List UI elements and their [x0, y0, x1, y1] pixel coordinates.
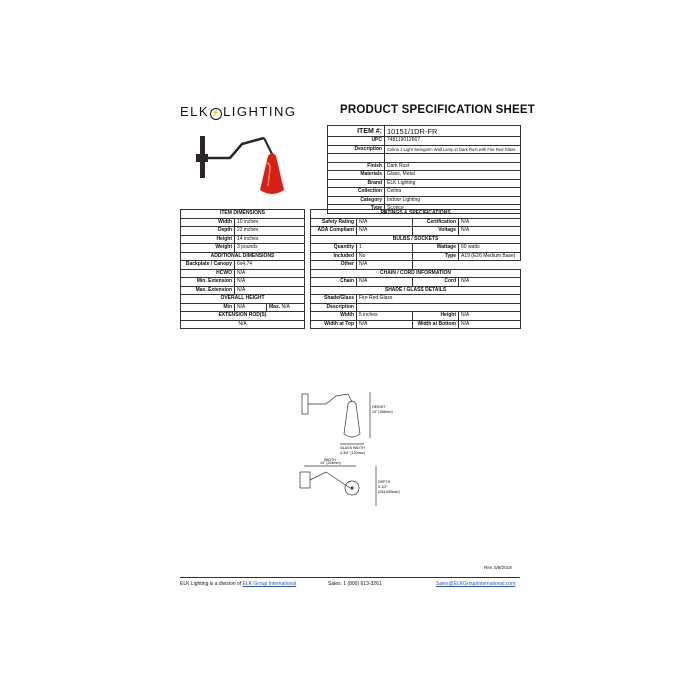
finish-value: Dark Rust — [385, 162, 521, 171]
item-number-value: 10151/1DR-FR — [385, 126, 521, 137]
min-extension-label: Min. Extension — [181, 278, 235, 287]
width-top-label: Width at Top — [311, 320, 357, 329]
swing-arm — [205, 138, 264, 158]
upc-value: 748119012667 — [385, 137, 521, 146]
width-bottom-value: N/A — [459, 320, 521, 329]
specifications-table — [310, 209, 521, 329]
item-number-label: ITEM #: — [328, 126, 385, 137]
other-value: N/A — [357, 261, 413, 270]
height-value: 14 inches — [235, 235, 305, 244]
shade-height-label: Height — [413, 312, 459, 321]
additional-dimensions-heading: ADDITIONAL DIMENSIONS — [181, 252, 305, 261]
wattage-value: 60 watts — [459, 244, 521, 253]
max-extension-value: N/A — [235, 286, 305, 295]
materials-value: Glass, Metal — [385, 171, 521, 180]
depth-label: Depth — [181, 227, 235, 236]
description-label: Description — [328, 145, 385, 154]
included-value: No — [357, 252, 413, 261]
arm-stem — [264, 138, 272, 154]
overall-min-value: N/A — [235, 303, 267, 312]
chain-heading: CHAIN / CORD INFORMATION — [311, 269, 521, 278]
description-value: Celina 1-Light Swingarm Wall Lamp in Dark Rust with Fire Red Glass — [385, 145, 521, 154]
width-label: Width — [181, 218, 235, 227]
width-value: 10 inches — [235, 218, 305, 227]
brand-value: ELK Lighting — [385, 179, 521, 188]
front-shade — [344, 401, 360, 437]
overall-max-cell — [267, 303, 305, 312]
materials-label: Materials — [328, 171, 385, 180]
overall-max-label: Max. — [269, 303, 281, 310]
weight-label: Weight — [181, 244, 235, 253]
item-dimensions-heading: ITEM DIMENSIONS — [181, 210, 305, 219]
front-backplate — [302, 394, 308, 414]
spacer-cell — [328, 154, 385, 163]
shade-width-label: Width — [311, 312, 357, 321]
empty-cell — [413, 261, 521, 270]
shade-description-value — [357, 303, 521, 312]
max-extension-label: Max. Extension — [181, 286, 235, 295]
hcwo-value: N/A — [235, 269, 305, 278]
voltage-label: Voltage — [413, 227, 459, 236]
top-arm — [310, 472, 350, 488]
depth-range: (254-559mm) — [378, 490, 400, 494]
certification-value: N/A — [459, 218, 521, 227]
upc-label: UPC — [328, 137, 385, 146]
overall-height-heading: OVERALL HEIGHT — [181, 295, 305, 304]
item-dimensions-table — [180, 209, 305, 329]
division-prefix: ELK Lighting is a division of — [180, 581, 242, 587]
shade-height-value: N/A — [459, 312, 521, 321]
safety-rating-label: Safety Rating — [311, 218, 357, 227]
sales-phone: Sales: 1 (800) 613-3261 — [328, 581, 382, 587]
height-label: Height — [181, 235, 235, 244]
voltage-value: N/A — [459, 227, 521, 236]
brand-label: Brand — [328, 179, 385, 188]
ada-value: N/A — [357, 227, 413, 236]
brand-logo — [180, 104, 296, 120]
backplate-value: 6x4.74 — [235, 261, 305, 270]
cord-label: Cord — [413, 278, 459, 287]
safety-rating-value: N/A — [357, 218, 413, 227]
shade-glass-value: Fire Red Glass — [357, 295, 521, 304]
shade-glass-label: Shade/Glass — [311, 295, 357, 304]
extension-rods-heading: EXTENSION ROD(S) — [181, 312, 305, 321]
bulb-type-value: A19 (E26 Medium Base) — [459, 252, 521, 261]
other-label: Other — [311, 261, 357, 270]
hcwo-label: HCWO — [181, 269, 235, 278]
shade-description-label: Description — [311, 303, 357, 312]
red-glass-shade — [260, 153, 284, 194]
category-label: Category — [328, 196, 385, 205]
brand-left: ELK — [180, 104, 210, 119]
top-socket — [351, 487, 354, 490]
category-value: Indoor Lighting — [385, 196, 521, 205]
chain-label: Chain — [311, 278, 357, 287]
cord-value: N/A — [459, 278, 521, 287]
width-top-value: N/A — [357, 320, 413, 329]
width-value: 10" (254mm) — [320, 461, 341, 465]
ratings-heading: RATINGS & SPECIFICATIONS — [311, 210, 521, 219]
top-backplate — [300, 472, 310, 488]
collection-label: Collection — [328, 188, 385, 197]
division-text — [180, 581, 296, 587]
revision-date: Rev. 5/9/2019 — [484, 565, 512, 570]
included-label: Included — [311, 252, 357, 261]
bolt-icon: ⚡ — [210, 108, 222, 120]
product-photo — [180, 124, 320, 206]
front-arm — [308, 394, 348, 404]
shade-heading: SHADE / GLASS DETAILS — [311, 286, 521, 295]
type-label: Type — [328, 205, 385, 214]
glass-value: 4-3/4" (120mm) — [340, 451, 365, 455]
overall-max-value: N/A — [281, 303, 290, 310]
min-extension-value: N/A — [235, 278, 305, 287]
backplate-label: Backplate / Canopy — [181, 261, 235, 270]
wattage-label: Wattage — [413, 244, 459, 253]
width-bottom-label: Width at Bottom — [413, 320, 459, 329]
finish-label: Finish — [328, 162, 385, 171]
overall-min-label: Min — [181, 303, 235, 312]
quantity-value: 1 — [357, 244, 413, 253]
depth-value: 22 inches — [235, 227, 305, 236]
spacer-cell — [385, 154, 521, 163]
width-caption: WIDTH — [324, 458, 336, 462]
page-title: PRODUCT SPECIFICATION SHEET — [340, 104, 535, 116]
type-value: Sconce — [385, 205, 521, 214]
chain-value: N/A — [357, 278, 413, 287]
sales-email-link[interactable]: Sales@ELKGroupInternational.com — [436, 581, 516, 587]
bulb-type-label: Type — [413, 252, 459, 261]
glass-caption: GLASS WIDTH — [340, 446, 365, 450]
collection-value: Celina — [385, 188, 521, 197]
shade-width-value: 5 inches — [357, 312, 413, 321]
height-value: 14" (356mm) — [372, 410, 393, 414]
quantity-label: Quantity — [311, 244, 357, 253]
bulbs-heading: BULBS / SOCKETS — [311, 235, 521, 244]
brand-right: LIGHTING — [223, 104, 297, 119]
footer — [180, 577, 520, 587]
depth-value: 9-1/2" — [378, 485, 388, 489]
product-info-table — [327, 125, 521, 214]
ada-label: ADA Compliant — [311, 227, 357, 236]
certification-label: Certification — [413, 218, 459, 227]
height-caption: HEIGHT — [372, 405, 386, 409]
dimension-drawing — [296, 384, 406, 516]
weight-value: 3 pounds — [235, 244, 305, 253]
extension-rods-value: N/A — [181, 320, 305, 329]
division-link[interactable]: ELK Group International — [242, 581, 297, 587]
depth-caption: DEPTH — [378, 480, 391, 484]
